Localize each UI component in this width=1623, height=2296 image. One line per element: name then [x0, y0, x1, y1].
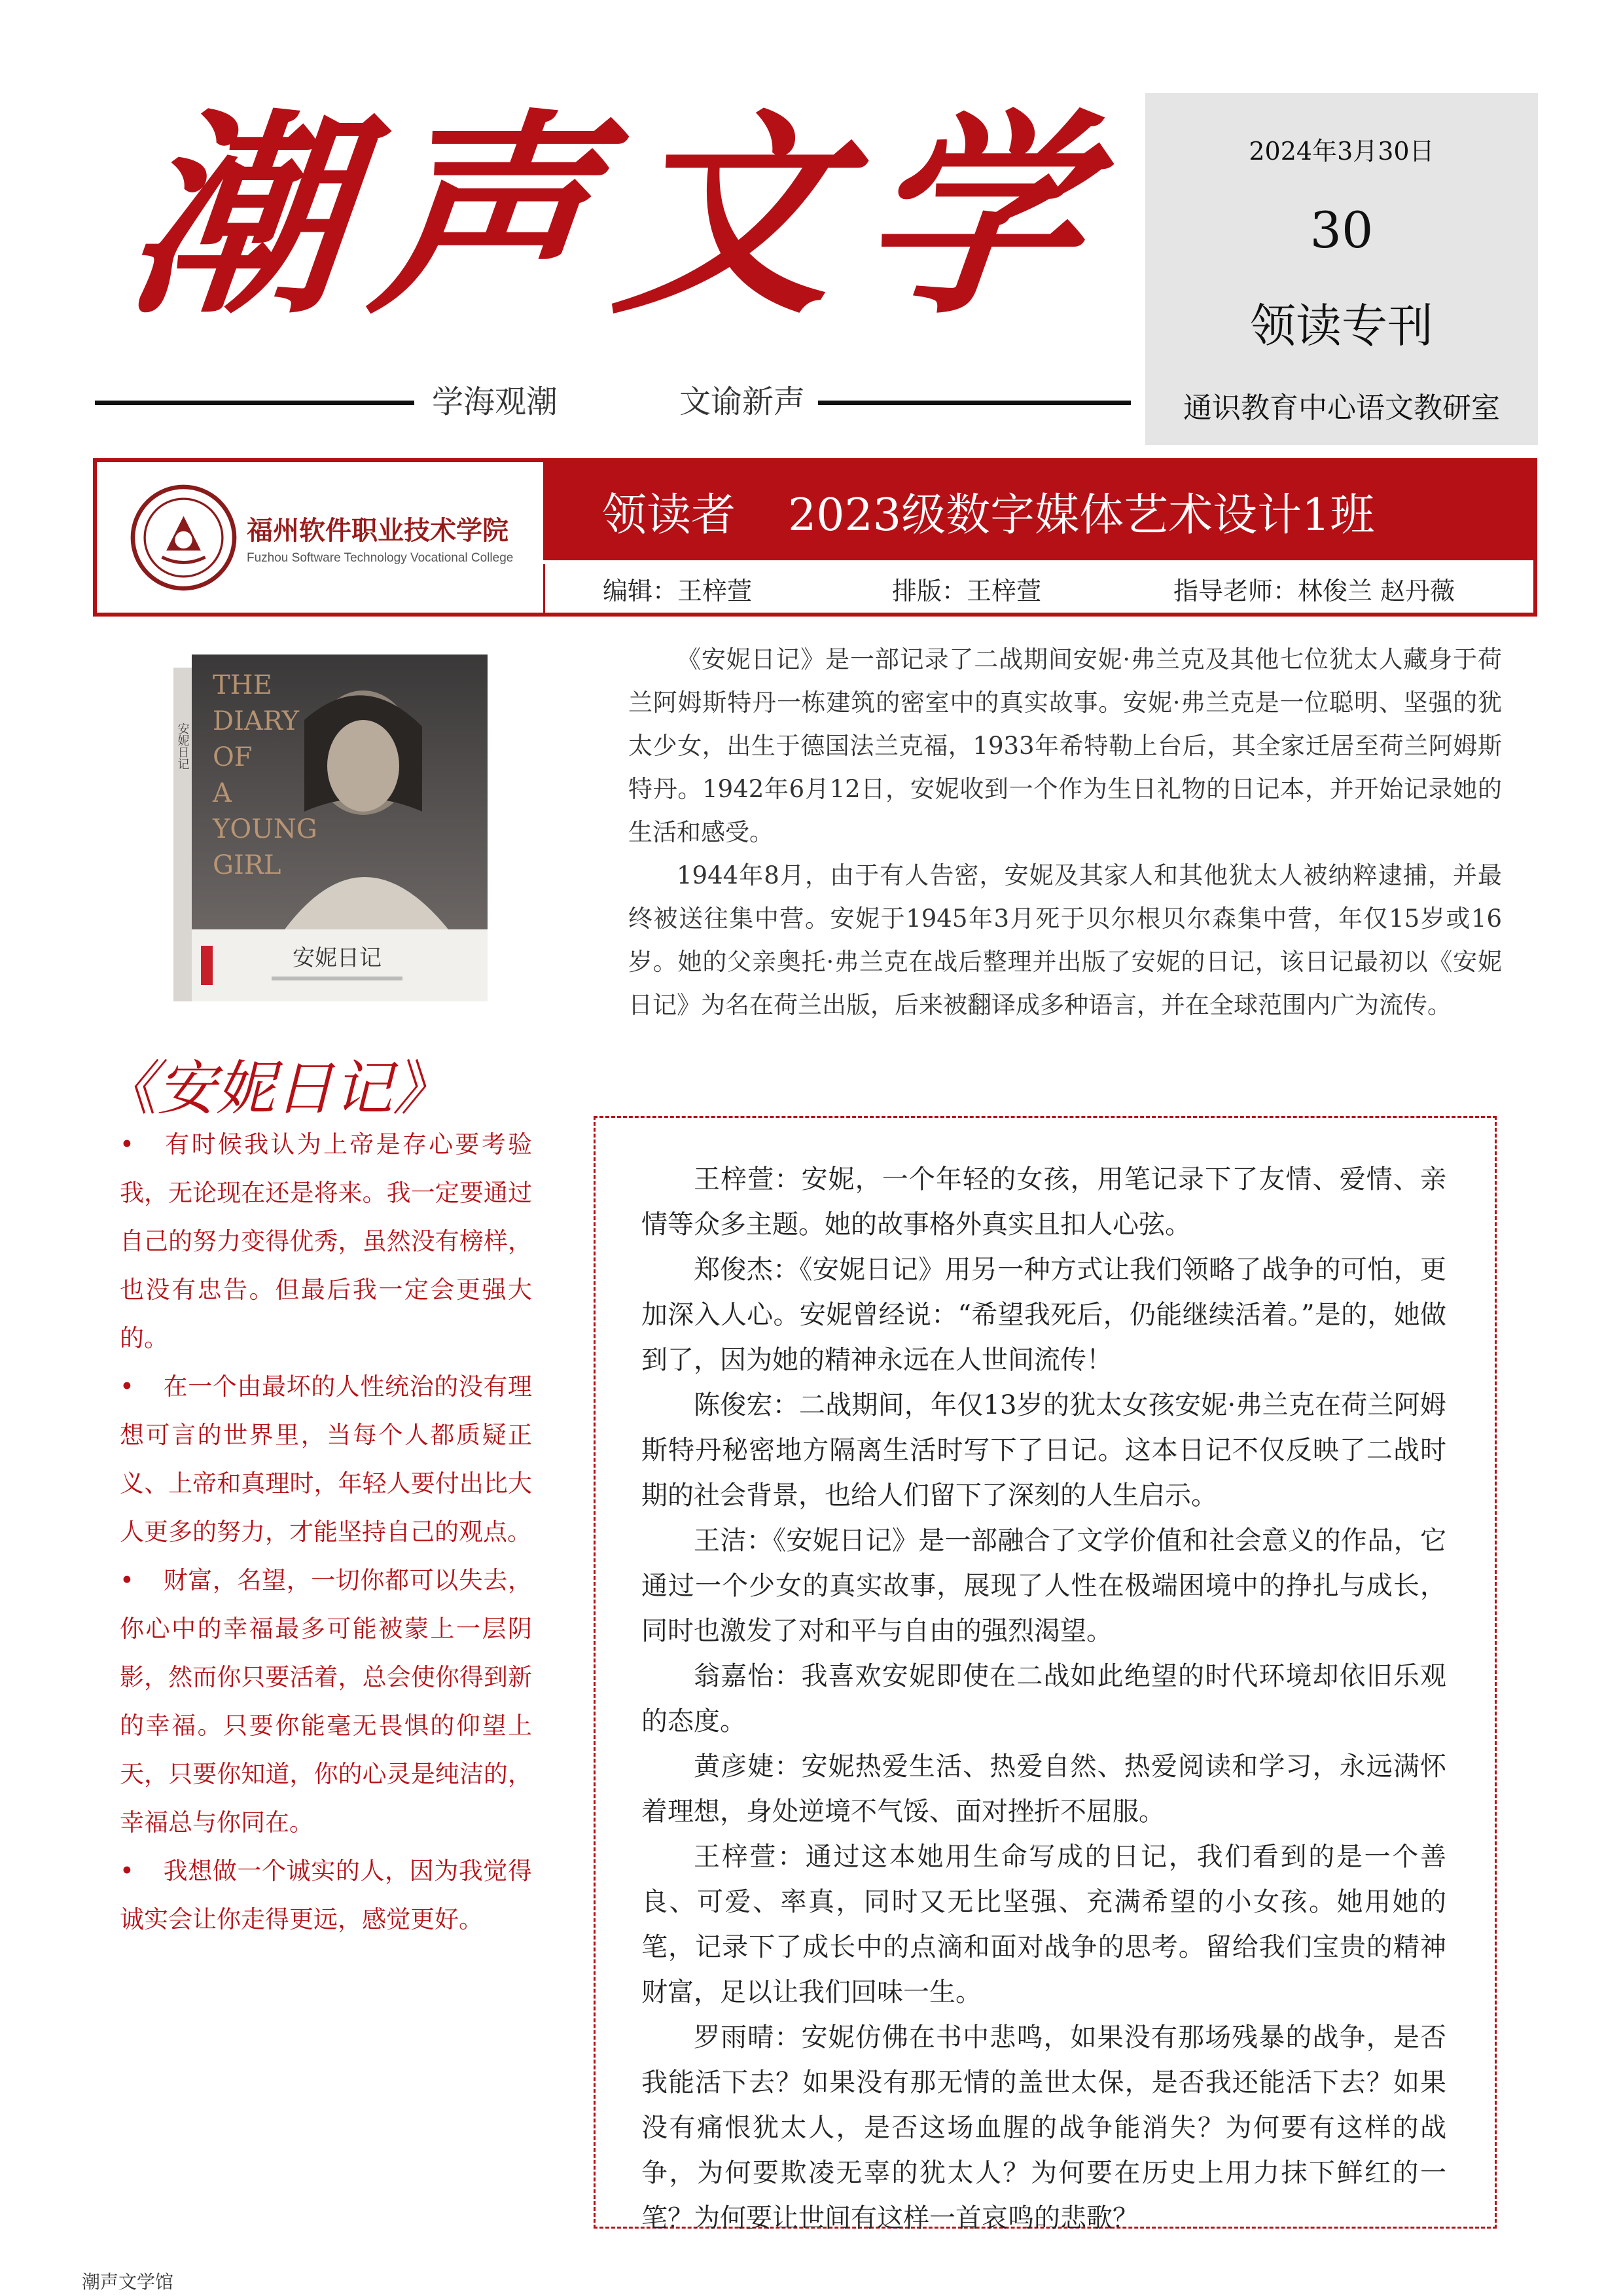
banner-class: 2023级数字媒体艺术设计1班 [788, 489, 1375, 541]
book-cover-image [173, 655, 488, 1001]
banner-headline [543, 462, 1533, 560]
quote-item [120, 1556, 532, 1847]
motto-part: 学海观潮 [432, 385, 558, 420]
motto-divider-left [95, 401, 414, 405]
bullet-icon: • [120, 1566, 134, 1594]
intro-paragraph: 《安妮日记》是一部记录了二战期间安妮·弗兰克及其他七位犹太人藏身于荷兰阿姆斯特丹一栋建筑的密室中的真实故事。安妮·弗兰克是一位聪明、坚强的犹太少女，出生于德国法兰克福，1933年希特勒上台后，其全家迁居至荷兰阿姆斯特丹。1942年6月12日，安妮收到一个作为生日礼物的日记本，并开始记录她的生活和感受。 [628, 645, 1502, 846]
quotes-title: 《安妮日记》 [98, 1054, 452, 1123]
book-en-title: OF [213, 742, 253, 772]
bullet-icon: • [120, 1372, 134, 1401]
review-item: 陈俊宏：二战期间，年仅13岁的犹太女孩安妮·弗兰克在荷兰阿姆斯特丹秘密地方隔离生活时写下了日记。这本日记不仅反映了二战时期的社会背景，也给人们留下了深刻的人生启示。 [641, 1390, 1446, 1511]
book-en-title: DIARY [213, 706, 300, 736]
footer-label: 潮声文学馆 [82, 2271, 174, 2293]
motto-part: 文谕新声 [679, 385, 805, 420]
quote-text: 在一个由最坏的人性统治的没有理想可言的世界里，当每个人都质疑正义、上帝和真理时，年轻人要付出比大人更多的努力，才能坚持自己的观点。 [120, 1372, 532, 1546]
bullet-icon: • [120, 1857, 134, 1885]
issue-number: 30 [1310, 201, 1374, 259]
bullet-icon: • [120, 1130, 134, 1158]
review-item: 王梓萱：安妮，一个年轻的女孩，用笔记录下了友情、爱情、亲情等众多主题。她的故事格外真实且扣人心弦。 [641, 1164, 1446, 1240]
review-item: 王梓萱：通过这本她用生命写成的日记，我们看到的是一个善良、可爱、率真，同时又无比坚强、充满希望的小女孩。她用她的笔，记录下了成长中的点滴和面对战争的思考。留给我们宝贵的精神财富，足以让我们回味一生。 [641, 1842, 1446, 2007]
school-logo [97, 462, 547, 613]
quote-text: 财富，名望，一切你都可以失去，你心中的幸福最多可能被蒙上一层阴影，然而你只要活着，总会使你得到新的幸福。只要你能毫无畏惧的仰望上天，只要你知道，你的心灵是纯洁的，幸福总与你同在。 [120, 1566, 532, 1837]
book-en-title: A [213, 778, 232, 808]
credit-advisor: 指导老师：林俊兰 赵丹薇 [1173, 576, 1455, 605]
quotes-list [120, 1121, 532, 1944]
quote-item [120, 1363, 532, 1556]
reader-banner [93, 458, 1537, 617]
review-item: 翁嘉怡：我喜欢安妮即使在二战如此绝望的时代环境却依旧乐观的态度。 [641, 1661, 1446, 1736]
book-spine-text: 安妮日记 [175, 723, 190, 770]
review-item: 黄彦婕：安妮热爱生活、热爱自然、热爱阅读和学习，永远满怀着理想，身处逆境不气馁、面对挫折不屈服。 [641, 1751, 1446, 1827]
reviews-box [594, 1116, 1497, 2233]
quote-text: 我想做一个诚实的人，因为我觉得诚实会让你走得更远，感觉更好。 [120, 1857, 532, 1933]
issue-department: 通识教育中心语文教研室 [1183, 391, 1500, 425]
motto-divider-right [818, 401, 1131, 405]
review-item: 罗雨晴：安妮仿佛在书中悲鸣，如果没有那场残暴的战争，是否我能活下去？如果没有那无情的盖世太保，是否我还能活下去？如果没有痛恨犹太人，是否这场血腥的战争能消失？为何要有这样的战争，为何要欺凌无辜的犹太人？为何要在历史上用力抹下鲜红的一笔？为何要让世间有这样一首哀鸣的悲歌？ [641, 2022, 1446, 2233]
masthead-char: 潮 [117, 89, 361, 343]
masthead-char: 文 [606, 89, 849, 343]
book-cn-title: 安妮日记 [293, 945, 382, 971]
intro-text [628, 638, 1502, 1027]
masthead-title [117, 85, 1094, 347]
banner-role: 领读者 [602, 489, 736, 541]
banner-credits [543, 564, 1533, 613]
review-item: 郑俊杰：《安妮日记》用另一种方式让我们领略了战争的可怕，更加深入人心。安妮曾经说：“希望我死后，仍能继续活着。”是的，她做到了，因为她的精神永远在人世间流传！ [641, 1255, 1446, 1375]
credit-editor: 编辑：王梓萱 [603, 576, 753, 605]
motto [432, 376, 805, 422]
masthead-char: 学 [850, 89, 1094, 343]
school-name-en: Fuzhou Software Technology Vocational College [247, 550, 514, 565]
issue-info-box [1145, 93, 1538, 445]
quote-text: 有时候我认为上帝是存心要考验我，无论现在还是将来。我一定要通过自己的努力变得优秀，虽然没有榜样，也没有忠告。但最后我一定会更强大的。 [120, 1130, 532, 1352]
quote-item [120, 1121, 532, 1363]
book-en-title: YOUNG [213, 814, 317, 844]
review-item: 王洁：《安妮日记》是一部融合了文学价值和社会意义的作品，它通过一个少女的真实故事，展现了人性在极端困境中的挣扎与成长，同时也激发了对和平与自由的强烈渴望。 [641, 1526, 1446, 1646]
school-seal-icon [130, 484, 238, 592]
book-en-title: THE [213, 670, 272, 700]
issue-date: 2024年3月30日 [1249, 137, 1435, 166]
issue-name: 领读专刊 [1250, 299, 1433, 353]
credit-layout: 排版：王梓萱 [892, 576, 1042, 605]
book-en-title: GIRL [213, 850, 281, 880]
intro-paragraph: 1944年8月，由于有人告密，安妮及其家人和其他犹太人被纳粹逮捕，并最终被送往集中营。安妮于1945年3月死于贝尔根贝尔森集中营，年仅15岁或16岁。她的父亲奥托·弗兰克在战后整理并出版了安妮的日记，该日记最初以《安妮日记》为名在荷兰出版，后来被翻译成多种语言，并在全球范围内广为流传。 [628, 861, 1502, 1019]
quote-item [120, 1847, 532, 1944]
school-name-cn: 福州软件职业技术学院 [247, 515, 508, 546]
masthead-char: 声 [361, 89, 605, 343]
